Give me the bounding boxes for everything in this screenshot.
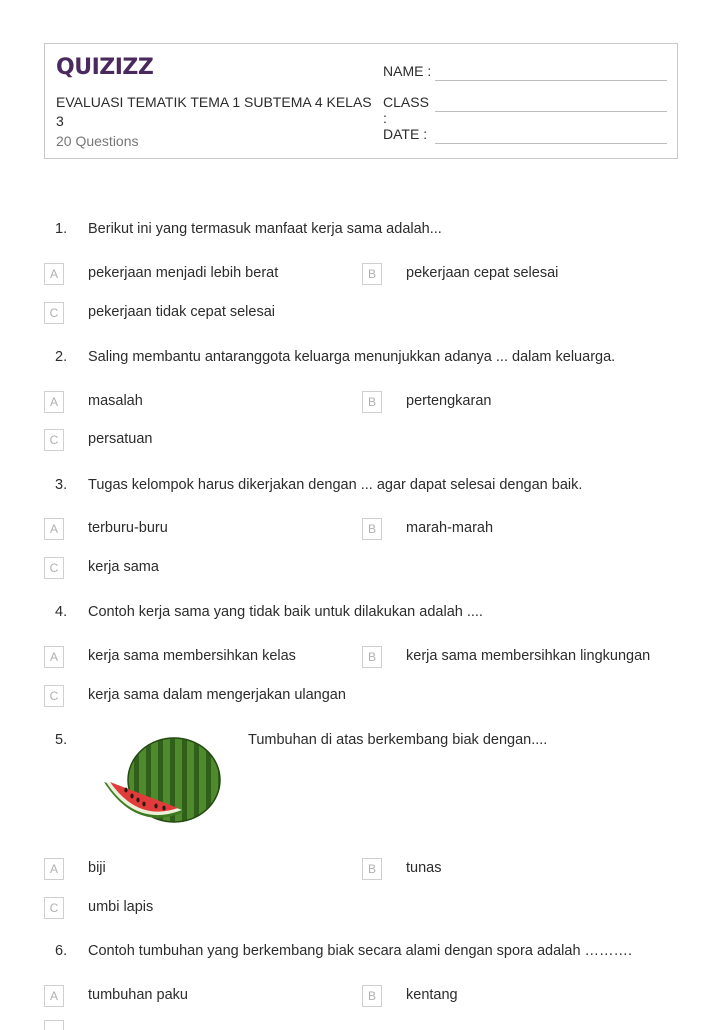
option-letter: B (362, 858, 382, 880)
class-label: CLASS : (383, 94, 429, 126)
option-text: pekerjaan cepat selesai (406, 265, 559, 281)
option-text: persatuan (88, 431, 153, 447)
option-text: pekerjaan tidak cepat selesai (88, 304, 276, 320)
option-letter: A (44, 858, 64, 880)
option-c-partial-box (44, 1020, 64, 1030)
worksheet-header (44, 43, 678, 159)
date-field[interactable] (383, 126, 435, 142)
option-letter: A (44, 646, 64, 668)
question-number: 6. (55, 943, 68, 959)
option-text: kerja sama (88, 559, 159, 575)
option-text: biji (88, 860, 106, 876)
option-text: kerja sama dalam mengerjakan ulangan (88, 687, 346, 703)
option-letter: B (362, 391, 382, 413)
option-letter: A (44, 518, 64, 540)
name-label: NAME : (383, 63, 432, 79)
question-number: 2. (55, 349, 68, 365)
option-letter: A (44, 985, 64, 1007)
option-letter: C (44, 429, 64, 451)
question-text: Contoh kerja sama yang tidak baik untuk dilakukan adalah .... (88, 604, 483, 620)
watermelon-image (98, 734, 224, 830)
option-text: terburu-buru (88, 520, 168, 536)
date-label: DATE : (383, 126, 428, 142)
option-text: tunas (406, 860, 442, 876)
question-number: 5. (55, 732, 68, 748)
option-text: kerja sama membersihkan lingkungan (406, 648, 651, 664)
class-line (435, 111, 667, 112)
option-letter: B (362, 646, 382, 668)
option-text: pertengkaran (406, 393, 492, 409)
worksheet-title: EVALUASI TEMATIK TEMA 1 SUBTEMA 4 KELAS 3 (56, 94, 372, 129)
date-line (435, 143, 667, 144)
option-text: umbi lapis (88, 899, 154, 915)
option-letter: A (44, 263, 64, 285)
option-letter: C (44, 557, 64, 579)
question-count: 20 Questions (56, 133, 139, 149)
question-number: 1. (55, 221, 68, 237)
class-field[interactable] (383, 94, 435, 126)
option-letter: B (362, 985, 382, 1007)
question-text: Berikut ini yang termasuk manfaat kerja sama adalah... (88, 221, 442, 237)
option-text: pekerjaan menjadi lebih berat (88, 265, 279, 281)
quizizz-logo: QUIZIZZ (56, 55, 154, 80)
option-letter: C (44, 897, 64, 919)
question-number: 3. (55, 477, 68, 493)
option-letter: B (362, 518, 382, 540)
option-letter: C (44, 302, 64, 324)
option-text: marah-marah (406, 520, 494, 536)
option-text: kentang (406, 987, 458, 1003)
option-letter: B (362, 263, 382, 285)
option-text: tumbuhan paku (88, 987, 188, 1003)
name-field[interactable] (383, 63, 435, 79)
option-letter: A (44, 391, 64, 413)
question-text: Contoh tumbuhan yang berkembang biak secara alami dengan spora adalah ………. (88, 943, 633, 959)
question-text: Saling membantu antaranggota keluarga menunjukkan adanya ... dalam keluarga. (88, 349, 616, 365)
question-text: Tugas kelompok harus dikerjakan dengan ... agar dapat selesai dengan baik. (88, 477, 583, 493)
name-line (435, 80, 667, 81)
option-text: masalah (88, 393, 143, 409)
option-letter: C (44, 685, 64, 707)
question-text: Tumbuhan di atas berkembang biak dengan.... (248, 732, 548, 748)
question-number: 4. (55, 604, 68, 620)
option-text: kerja sama membersihkan kelas (88, 648, 296, 664)
